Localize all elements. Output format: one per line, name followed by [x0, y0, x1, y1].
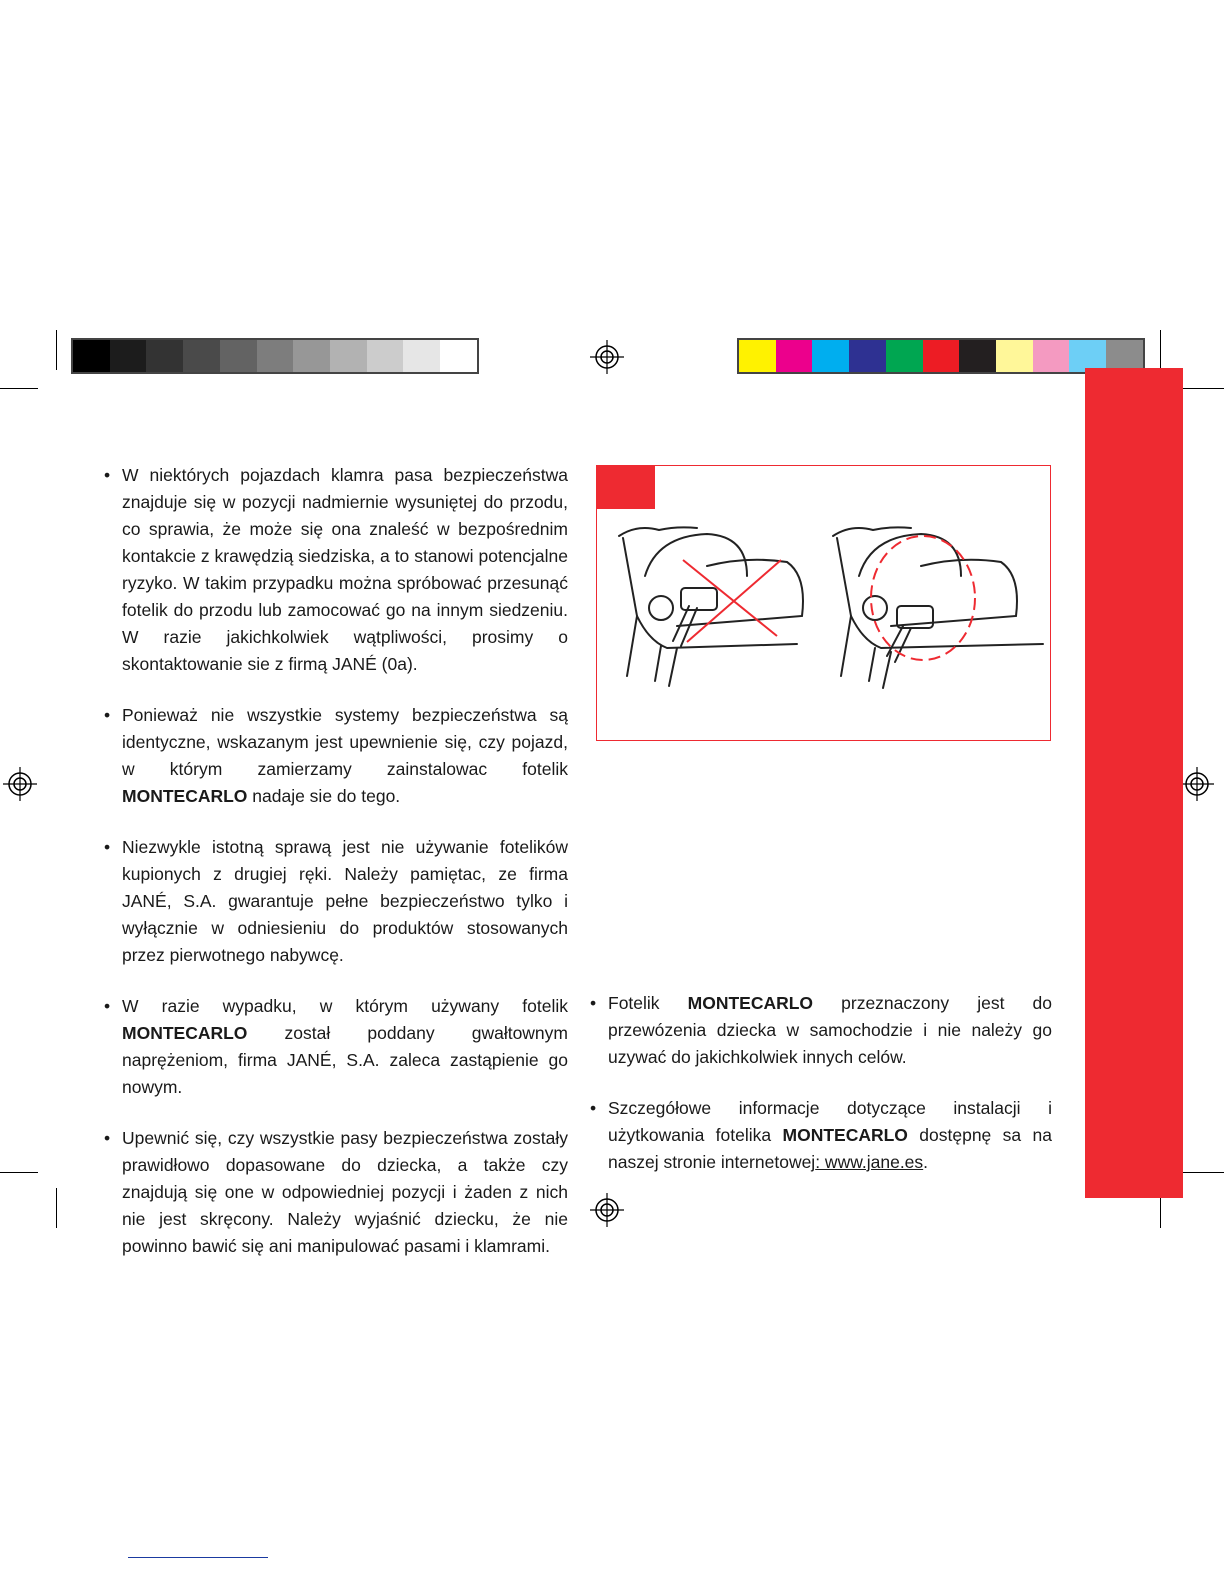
gray-swatch: [183, 340, 220, 372]
bullet-website-info: • Szczegółowe informacje dotyczące instalacji i użytkowania fotelika MONTECARLO dostępnę sa na naszej stronie internetowej: www.jane.es.: [590, 1095, 1052, 1176]
bullet-intended-use: • Fotelik MONTECARLO przeznaczony jest do przewózenia dziecka w samochodzie i nie należy go uzywać do jakichkolwiek innych celów.: [590, 990, 1052, 1071]
bullet-accident: • W razie wypadku, w którym używany fotelik MONTECARLO został poddany gwałtownym naprężeniom, firma JANÉ, S.A. zaleca zastąpienie go nowym.: [104, 993, 568, 1101]
gray-swatch: [293, 340, 330, 372]
color-swatch: [776, 340, 813, 372]
gray-swatch: [403, 340, 440, 372]
gray-swatch: [146, 340, 183, 372]
crop-mark: [1180, 1172, 1224, 1173]
crop-mark: [56, 1188, 57, 1228]
website-link[interactable]: : www.jane.es: [815, 1152, 924, 1172]
gray-swatch: [440, 340, 477, 372]
crop-mark: [1180, 388, 1224, 389]
color-swatch: [1033, 340, 1070, 372]
brand-name: MONTECARLO: [687, 993, 814, 1013]
gray-swatch: [220, 340, 257, 372]
registration-mark-icon: [1180, 767, 1214, 801]
bullet-second-hand: • Niezwykle istotną sprawą jest nie używanie fotelików kupionych z drugiej ręki. Należy pamiętac, ze firma JANÉ, S.A. gwarantuje pełne bezpieczeństwo tylko i wyłącznie w odniesieniu do produktów stosowanych przez pierwotnego nabywcę.: [104, 834, 568, 969]
buckle-position-figure: [596, 465, 1051, 741]
color-swatch: [959, 340, 996, 372]
buckle-illustration: [597, 466, 1049, 739]
gray-swatch: [257, 340, 294, 372]
footer-rule: [128, 1557, 268, 1558]
crop-mark: [1160, 330, 1161, 370]
bullet-buckle-position: • W niektórych pojazdach klamra pasa bezpieczeństwa znajduje się w pozycji nadmiernie wysuniętej do przodu, co sprawia, że może się ona znaleść w bezpośrednim kontakcie z krawędzią siedziska, a to stanowi potencjalne ryzyko. W takim przypadku można spróbować przesunąć fotelik do przodu lub zamocować go na innym siedzeniu. W razie jakichkolwiek wątpliwości, prosimy o skontaktowanie sie z firmą JANÉ (0a).: [104, 462, 568, 678]
brand-name: MONTECARLO: [122, 1023, 248, 1043]
brand-name: MONTECARLO: [122, 786, 248, 806]
section-side-tab: [1085, 368, 1183, 1198]
color-swatch: [739, 340, 776, 372]
color-swatch: [849, 340, 886, 372]
color-swatch: [812, 340, 849, 372]
brand-name: MONTECARLO: [782, 1125, 908, 1145]
bullet-vehicle-compatibility: • Ponieważ nie wszystkie systemy bezpieczeństwa są identyczne, wskazanym jest upewnienie się, czy pojazd, w którym zamierzamy zainstalowac fotelik MONTECARLO nadaje sie do tego.: [104, 702, 568, 810]
left-column: [104, 462, 568, 1284]
crop-mark: [0, 1172, 38, 1173]
color-calibration-bar: [737, 338, 1145, 374]
color-swatch: [996, 340, 1033, 372]
right-column: [590, 990, 1052, 1200]
gray-swatch: [330, 340, 367, 372]
crop-mark: [0, 388, 38, 389]
gray-swatch: [367, 340, 404, 372]
grayscale-calibration-bar: [71, 338, 479, 374]
gray-swatch: [110, 340, 147, 372]
bullet-harness-check: • Upewnić się, czy wszystkie pasy bezpieczeństwa zostały prawidłowo dopasowane do dziecka, a także czy znajdują się one w odpowiedniej pozycji i żaden z nich nie jest skręcony. Należy wyjaśnić dziecku, że nie powinno bawić się ani manipulować pasami i klamrami.: [104, 1125, 568, 1260]
color-swatch: [923, 340, 960, 372]
registration-mark-icon: [3, 767, 37, 801]
color-swatch: [886, 340, 923, 372]
dashed-circle-icon: [871, 536, 975, 660]
cross-icon: [683, 560, 781, 642]
registration-mark-icon: [590, 340, 624, 374]
gray-swatch: [73, 340, 110, 372]
crop-mark: [56, 330, 57, 370]
